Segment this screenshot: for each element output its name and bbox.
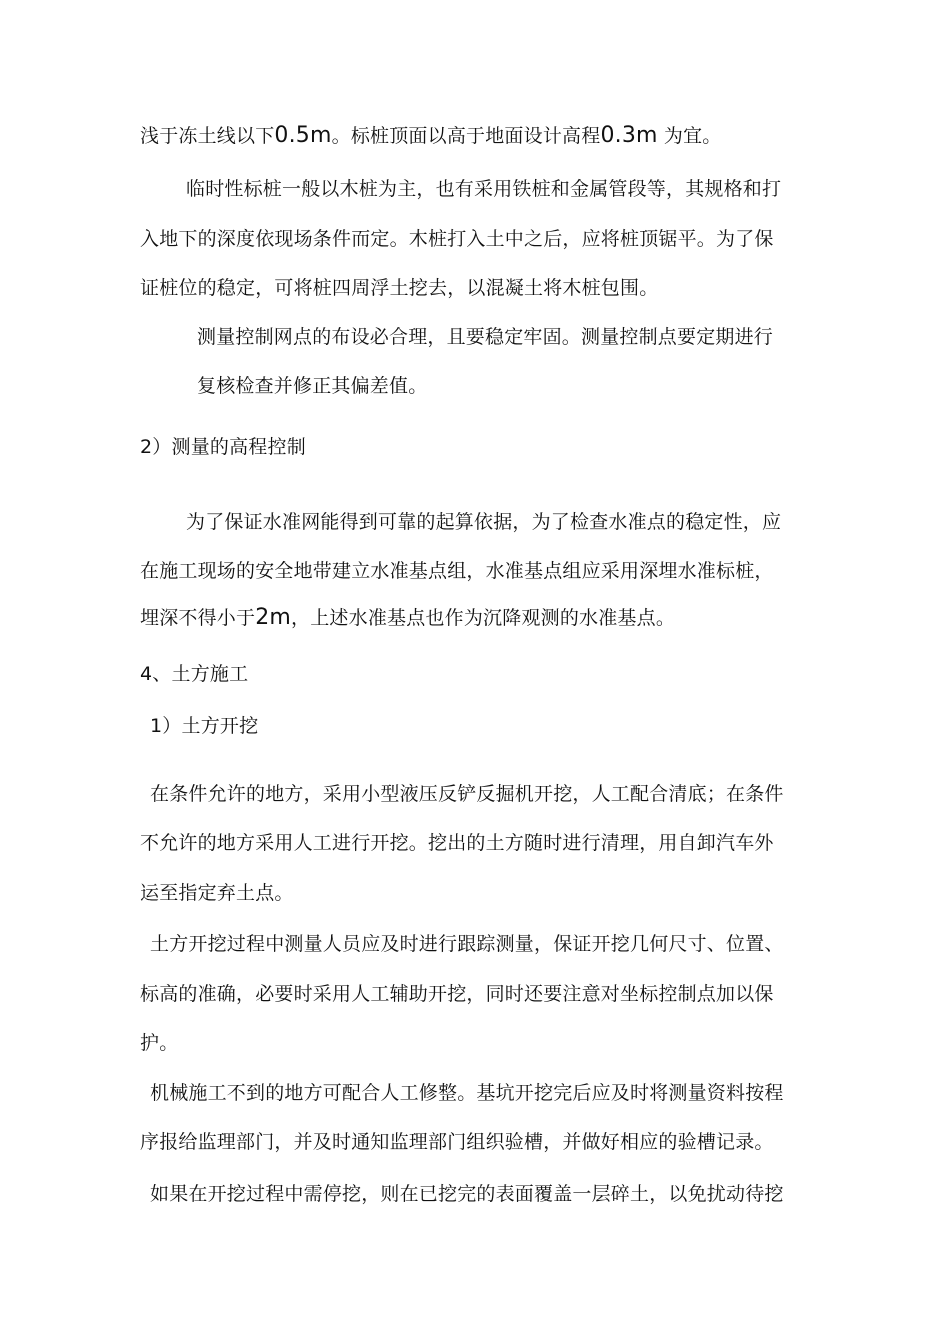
measure-value: 0.3m (600, 123, 658, 148)
text-line-6: 复核检查并修正其偏差值。 (197, 375, 428, 397)
text-segment: 为宜。 (657, 125, 722, 147)
text-line-13: 在条件允许的地方，采用小型液压反铲反掘机开挖，人工配合清底；在条件 (150, 783, 784, 805)
text-line-10 (140, 605, 675, 631)
text-line-20: 序报给监理部门，并及时通知监理部门组织验槽，并做好相应的验槽记录。 (140, 1131, 774, 1153)
text-segment: 。标桩顶面以高于地面设计高程 (331, 125, 601, 147)
text-line-5: 测量控制网点的布设必合理，且要稳定牢固。测量控制点要定期进行 (197, 326, 774, 348)
subsection-heading-excavation: 1）土方开挖 (150, 715, 259, 737)
text-line-4: 证桩位的稳定，可将桩四周浮土挖去，以混凝土将木桩包围。 (140, 277, 659, 299)
section-heading-earthwork: 4、土方施工 (140, 663, 249, 685)
text-segment: ，上述水准基点也作为沉降观测的水准基点。 (291, 607, 676, 629)
text-segment: 浅于冻土线以下 (140, 125, 275, 147)
section-heading-elevation-control: 2）测量的高程控制 (140, 436, 306, 458)
text-line-2: 临时性标桩一般以木桩为主，也有采用铁桩和金属管段等，其规格和打 (186, 178, 782, 200)
measure-value: 0.5m (274, 123, 332, 148)
text-line-1 (140, 123, 722, 149)
text-line-17: 标高的准确，必要时采用人工辅助开挖，同时还要注意对坐标控制点加以保 (140, 983, 774, 1005)
text-line-19: 机械施工不到的地方可配合人工修整。基坑开挖完后应及时将测量资料按程 (150, 1082, 784, 1104)
text-line-21: 如果在开挖过程中需停挖，则在已挖完的表面覆盖一层碎土，以免扰动待挖 (150, 1183, 784, 1205)
text-line-18: 护。 (140, 1032, 179, 1054)
text-line-16: 土方开挖过程中测量人员应及时进行跟踪测量，保证开挖几何尺寸、位置、 (150, 933, 784, 955)
text-line-3: 入地下的深度依现场条件而定。木桩打入土中之后，应将桩顶锯平。为了保 (140, 228, 774, 250)
text-line-8: 为了保证水准网能得到可靠的起算依据，为了检查水准点的稳定性，应 (186, 511, 782, 533)
text-segment: 埋深不得小于 (140, 607, 256, 629)
text-line-9: 在施工现场的安全地带建立水准基点组，水准基点组应采用深埋水准标桩， (140, 560, 774, 582)
text-line-15: 运至指定弃土点。 (140, 882, 294, 904)
measure-value: 2m (255, 605, 292, 630)
text-line-14: 不允许的地方采用人工进行开挖。挖出的土方随时进行清理，用自卸汽车外 (140, 832, 774, 854)
